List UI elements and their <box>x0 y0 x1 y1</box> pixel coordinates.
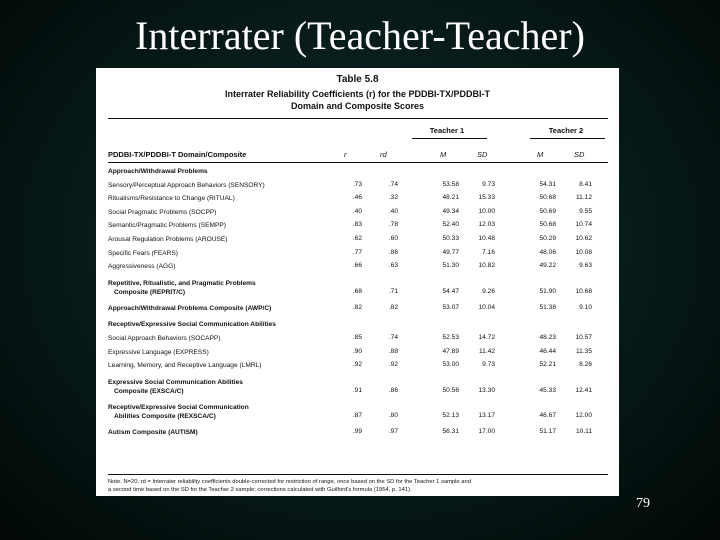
cell-sd2: 11.12 <box>575 194 592 202</box>
cell-sd2: 10.68 <box>575 287 592 295</box>
row-label <box>108 334 338 343</box>
table-label: Table 5.8 <box>336 74 379 85</box>
row-label-text: Specific Fears (FEARS) <box>108 249 178 257</box>
cell-sd2: 10.08 <box>575 248 592 256</box>
row-label <box>108 208 338 217</box>
row-label <box>108 320 338 329</box>
cell-r: .92 <box>352 361 362 369</box>
row-label-text: Expressive Language (EXPRESS) <box>108 348 209 356</box>
table-figure <box>96 68 619 496</box>
teacher-2-mean-header: M <box>537 150 544 159</box>
cell-sd2: 10.62 <box>575 235 592 242</box>
cell-rd: .86 <box>388 386 398 394</box>
cell-m1: 48.21 <box>442 194 459 202</box>
cell-sd1: 11.42 <box>478 347 495 355</box>
cell-m2: 51.90 <box>539 287 556 295</box>
cell-rd: .88 <box>388 347 398 355</box>
cell-rd: .32 <box>388 194 398 202</box>
cell-rd: .78 <box>388 221 398 229</box>
cell-sd2: 12.41 <box>575 386 592 394</box>
cell-m1: 50.56 <box>442 386 459 394</box>
cell-m1: 51.30 <box>442 262 459 270</box>
teacher-2-header: Teacher 2 <box>548 126 584 135</box>
cell-m2: 52.21 <box>539 361 556 369</box>
teacher-1-sd-header: SD <box>477 150 488 159</box>
row-label <box>108 304 338 313</box>
cell-sd1: 13.30 <box>478 386 495 394</box>
cell-r: .91 <box>352 386 362 394</box>
bottom-rule <box>108 474 608 475</box>
cell-sd1: 10.48 <box>478 235 495 242</box>
row-label-text-continued: Composite (REPRIT/C) <box>114 288 186 296</box>
cell-r: .85 <box>352 334 362 341</box>
table-note-line-1: Note. N=20. rd = Interrater reliability coefficients double-corrected for restriction of range, once based on the SD for the Teacher 1 sample and <box>108 479 471 485</box>
cell-r: .90 <box>352 347 362 355</box>
cell-rd: .74 <box>388 180 398 188</box>
row-label <box>108 167 338 176</box>
row-label-text: Sensory/Perceptual Approach Behaviors (SENSORY) <box>108 181 265 189</box>
cell-rd: .71 <box>388 287 398 295</box>
teacher-2-rule <box>530 138 605 139</box>
cell-m2: 54.31 <box>539 180 556 188</box>
cell-sd1: 10.82 <box>478 262 495 270</box>
row-label <box>108 279 338 297</box>
row-label <box>108 348 338 357</box>
cell-r: .82 <box>352 303 362 311</box>
cell-rd: .60 <box>388 235 398 242</box>
cell-rd: .86 <box>388 248 398 256</box>
row-label-text-continued: Abilities Composite (REXSCA/C) <box>114 412 216 420</box>
cell-sd2: 11.35 <box>575 347 592 355</box>
table-title <box>96 88 619 112</box>
domain-column-header: PDDBI-TX/PDDBI-T Domain/Composite <box>108 150 247 159</box>
cell-sd2: 9.55 <box>579 207 592 215</box>
rd-column-header: rd <box>380 150 387 159</box>
row-label <box>108 249 338 258</box>
cell-m1: 52.40 <box>442 221 459 229</box>
cell-r: .66 <box>352 262 362 270</box>
cell-sd2: 12.00 <box>575 411 592 419</box>
cell-rd: .80 <box>388 411 398 419</box>
teacher-1-mean-header: M <box>440 150 447 159</box>
cell-m2: 51.38 <box>539 303 556 311</box>
cell-rd: .40 <box>388 207 398 215</box>
cell-sd2: 8.41 <box>579 180 592 188</box>
cell-r: .87 <box>352 411 362 419</box>
cell-m1: 53.00 <box>442 361 459 369</box>
cell-m1: 53.07 <box>442 303 459 311</box>
cell-m2: 50.69 <box>539 207 556 215</box>
cell-sd2: 10.57 <box>575 334 592 341</box>
row-label <box>108 361 338 370</box>
cell-sd2: 10.11 <box>575 427 592 435</box>
cell-m2: 50.29 <box>539 235 556 242</box>
row-label-text: Receptive/Expressive Social Communication <box>108 403 249 411</box>
cell-r: .68 <box>352 287 362 295</box>
row-label-text: Repetitive, Ritualistic, and Pragmatic Problems <box>108 279 256 287</box>
cell-rd: .63 <box>388 262 398 270</box>
row-label-text: Social Approach Behaviors (SOCAPP) <box>108 335 221 342</box>
table-note-line-2: a second time based on the SD for the Teacher 2 sample; corrections calculated with Guilford's formula (1954, p. 141). <box>108 487 412 493</box>
cell-m1: 56.31 <box>442 427 459 435</box>
cell-m1: 49.34 <box>442 207 459 215</box>
teacher-2-sd-header: SD <box>574 150 585 159</box>
r-column-header: r <box>344 150 347 159</box>
cell-sd2: 8.26 <box>579 361 592 369</box>
cell-sd1: 10.00 <box>478 207 495 215</box>
slide-title: Interrater (Teacher-Teacher) <box>135 13 585 58</box>
cell-sd2: 9.10 <box>579 303 592 311</box>
cell-m1: 52.13 <box>442 411 459 419</box>
cell-sd2: 10.74 <box>575 221 592 229</box>
cell-sd1: 17.00 <box>478 427 495 435</box>
cell-r: .77 <box>352 248 362 256</box>
cell-r: .40 <box>352 207 362 215</box>
cell-sd1: 7.16 <box>482 248 495 256</box>
cell-m1: 50.33 <box>442 235 459 242</box>
cell-m1: 52.53 <box>442 334 459 341</box>
row-label-text: Approach/Withdrawal Problems <box>108 168 208 175</box>
cell-m2: 50.68 <box>539 194 556 202</box>
cell-sd1: 13.17 <box>478 411 495 419</box>
row-label <box>108 221 338 230</box>
teacher-1-rule <box>412 138 487 139</box>
cell-rd: .82 <box>388 303 398 311</box>
cell-m2: 49.22 <box>539 262 556 270</box>
cell-r: .83 <box>352 221 362 229</box>
cell-m2: 48.23 <box>539 334 556 341</box>
table-title-line-1: Interrater Reliability Coefficients (r) for the PDDBI-TX/PDDBI-T <box>224 89 491 99</box>
table-note <box>108 478 608 494</box>
row-label-text: Semantic/Pragmatic Problems (SEMPP) <box>108 222 226 230</box>
cell-r: .73 <box>352 180 362 188</box>
cell-m2: 45.33 <box>539 386 556 394</box>
cell-m2: 48.06 <box>539 248 556 256</box>
row-label <box>108 378 338 396</box>
row-label-text: Receptive/Expressive Social Communication Abilities <box>108 321 276 329</box>
row-label-text: Autism Composite (AUTISM) <box>108 428 198 436</box>
table-title-line-2: Domain and Composite Scores <box>290 101 425 111</box>
top-rule <box>108 118 608 119</box>
cell-m1: 49.77 <box>442 248 459 256</box>
cell-sd1: 14.72 <box>478 334 495 341</box>
cell-sd2: 9.63 <box>579 262 592 270</box>
cell-rd: .92 <box>388 361 398 369</box>
cell-m1: 53.58 <box>442 180 459 188</box>
cell-m1: 47.89 <box>442 347 459 355</box>
row-label-text: Aggressiveness (AGG) <box>108 263 176 271</box>
cell-m2: 51.17 <box>539 427 556 435</box>
cell-sd1: 10.04 <box>478 303 495 311</box>
cell-m1: 54.47 <box>442 287 459 295</box>
cell-m2: 46.44 <box>539 347 556 355</box>
teacher-1-header: Teacher 1 <box>429 126 465 135</box>
cell-rd: .74 <box>388 334 398 341</box>
row-label <box>108 428 338 437</box>
cell-sd1: 12.03 <box>478 221 495 229</box>
cell-m2: 50.68 <box>539 221 556 229</box>
cell-r: .99 <box>352 427 362 435</box>
row-label <box>108 262 338 271</box>
row-label-text: Approach/Withdrawal Problems Composite (AWP/C) <box>108 304 272 312</box>
cell-rd: .97 <box>388 427 398 435</box>
row-label <box>108 181 338 190</box>
row-label <box>108 194 338 203</box>
row-label-text-continued: Composite (EXSCA/C) <box>114 387 184 395</box>
row-label <box>108 403 338 421</box>
row-label <box>108 235 338 244</box>
row-label-text: Social Pragmatic Problems (SOCPP) <box>108 208 217 216</box>
cell-sd1: 9.73 <box>482 361 495 369</box>
page-number: 79 <box>636 496 650 511</box>
cell-r: .46 <box>352 194 362 202</box>
row-label-text: Arousal Regulation Problems (AROUSE) <box>108 236 228 243</box>
cell-sd1: 15.33 <box>478 194 495 202</box>
header-rule <box>108 162 608 163</box>
row-label-text: Ritualisms/Resistance to Change (RITUAL) <box>108 195 235 203</box>
cell-m2: 46.67 <box>539 411 556 419</box>
cell-sd1: 9.73 <box>482 180 495 188</box>
row-label-text: Learning, Memory, and Receptive Language (LMRL) <box>108 362 262 370</box>
row-label-text: Expressive Social Communication Abilities <box>108 378 243 386</box>
cell-sd1: 9.26 <box>482 287 495 295</box>
cell-r: .62 <box>352 235 362 242</box>
